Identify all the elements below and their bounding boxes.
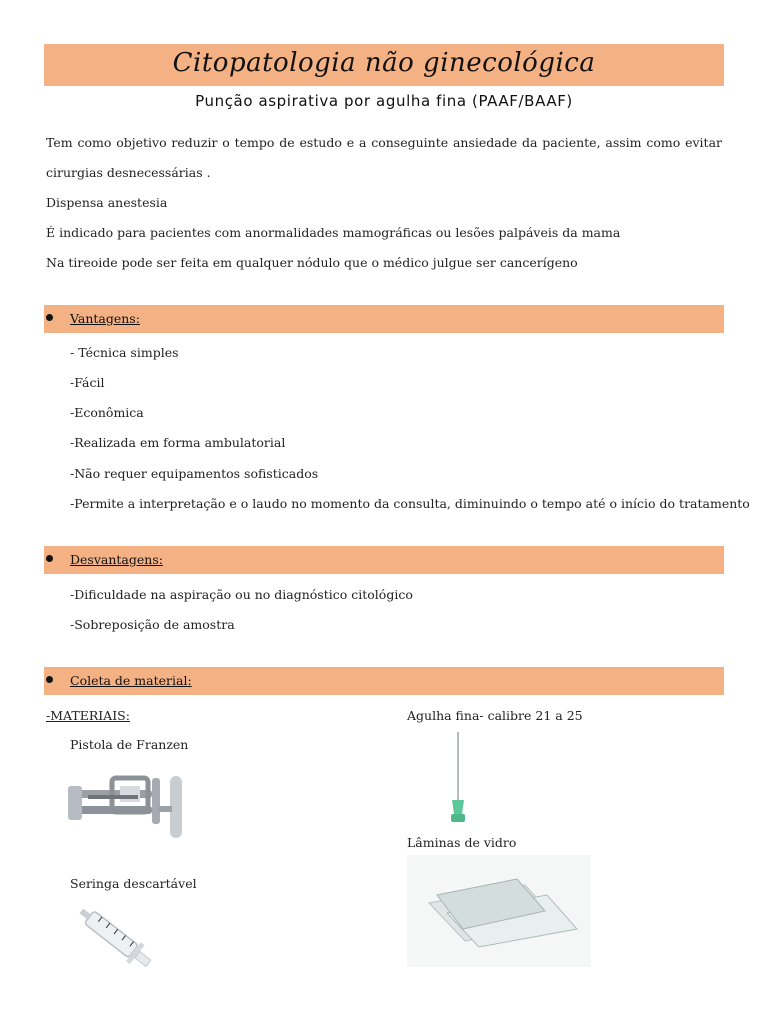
slides-label: Lâminas de vidro (407, 835, 517, 850)
indication-paragraph: É indicado para pacientes com anormalidades mamográficas ou lesões palpáveis da mama (46, 225, 621, 240)
franzen-label: Pistola de Franzen (70, 737, 189, 752)
bullet-icon (46, 555, 53, 562)
bullet-icon (46, 314, 53, 321)
anesthesia-paragraph: Dispensa anestesia (46, 195, 168, 210)
advantages-band (44, 305, 724, 333)
needle-image (408, 728, 508, 828)
list-item: -Permite a interpretação e o laudo no momento da consulta, diminuindo o tempo até o início do tratamento (70, 496, 750, 511)
disadvantages-heading: Desvantagens: (70, 552, 163, 567)
list-item: -Realizada em forma ambulatorial (70, 435, 286, 450)
title-band (44, 44, 724, 86)
glass-slides-image (407, 855, 591, 967)
page-subtitle: Punção aspirativa por agulha fina (PAAF/BAAF) (195, 92, 573, 110)
collection-band (44, 667, 724, 695)
list-item: -Econômica (70, 405, 144, 420)
thyroid-paragraph: Na tireoide pode ser feita em qualquer nódulo que o médico julgue ser cancerígeno (46, 255, 578, 270)
list-item: -Dificuldade na aspiração ou no diagnóstico citológico (70, 587, 413, 602)
materials-heading: -MATERIAIS: (46, 708, 130, 723)
objective-paragraph: Tem como objetivo reduzir o tempo de estudo e a conseguinte ansiedade da paciente, assim como evitar cirurgias desnecessárias . (46, 135, 722, 180)
list-item: -Não requer equipamentos sofisticados (70, 466, 319, 481)
page-title: Citopatologia não ginecológica (172, 48, 596, 78)
collection-heading: Coleta de material: (70, 673, 192, 688)
list-item: -Sobreposição de amostra (70, 617, 235, 632)
advantages-heading: Vantagens: (70, 311, 140, 326)
disadvantages-band (44, 546, 724, 574)
list-item: -Fácil (70, 375, 105, 390)
franzen-pistol-image (66, 762, 190, 862)
syringe-image (68, 896, 164, 980)
syringe-label: Seringa descartável (70, 876, 197, 891)
needle-label: Agulha fina- calibre 21 a 25 (407, 708, 583, 723)
bullet-icon (46, 676, 53, 683)
list-item: - Técnica simples (70, 345, 179, 360)
